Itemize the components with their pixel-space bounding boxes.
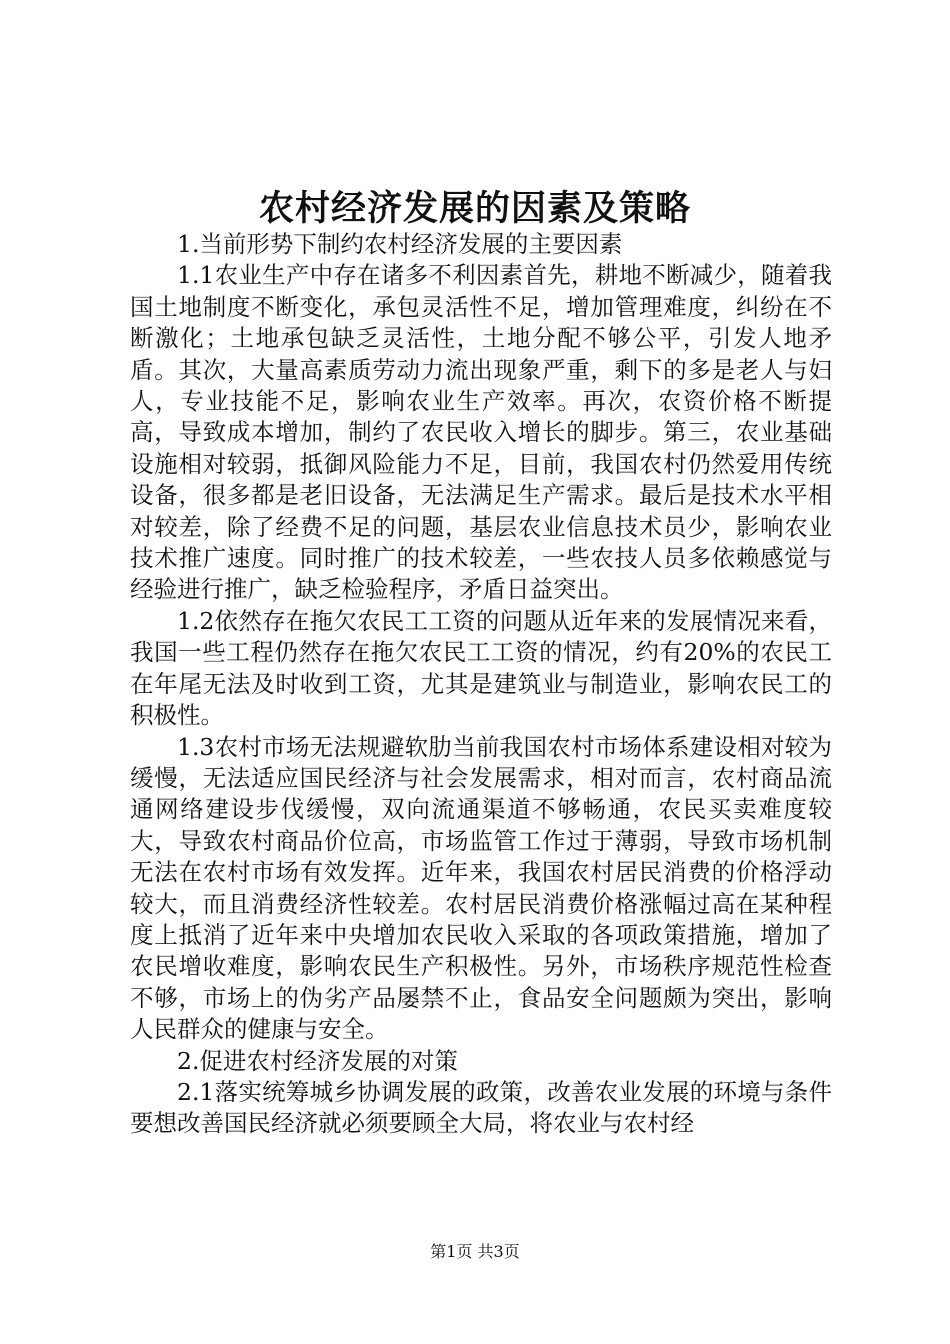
paragraph-1-2: 1.2依然存在拖欠农民工工资的问题从近年来的发展情况来看，我国一些工程仍然存在拖欠农民工工资的情况，约有20%的农民工在年尾无法及时收到工资，尤其是建筑业与制造业，影响农民工的积极性。	[130, 606, 832, 730]
paragraph-2-1: 2.1落实统筹城乡协调发展的政策，改善农业发展的环境与条件要想改善国民经济就必须要顾全大局，将农业与农村经	[130, 1077, 832, 1138]
section-heading-1: 1.当前形势下制约农村经济发展的主要因素	[177, 230, 623, 258]
paragraph-1-3: 1.3农村市场无法规避软肋当前我国农村市场体系建设相对较为缓慢，无法适应国民经济与社会发展需求，相对而言，农村商品流通网络建设步伐缓慢，双向流通渠道不够畅通，农民买卖难度较大，导致农村商品价位高，市场监管工作过于薄弱，导致市场机制无法在农村市场有效发挥。近年来，我国农村居民消费的价格浮动较大，而且消费经济性较差。农村居民消费价格涨幅过高在某种程度上抵消了近年来中央增加农民收入采取的各项政策措施，增加了农民增收难度，影响农民生产积极性。另外，市场秩序规范性检查不够，市场上的伪劣产品屡禁不止，食品安全问题颇为突出，影响人民群众的健康与安全。	[130, 732, 832, 1044]
paragraph-1-1: 1.1农业生产中存在诸多不利因素首先，耕地不断减少，随着我国土地制度不断变化，承包灵活性不足，增加管理难度，纠纷在不断激化；土地承包缺乏灵活性，土地分配不够公平，引发人地矛盾。其次，大量高素质劳动力流出现象严重，剩下的多是老人与妇人，专业技能不足，影响农业生产效率。再次，农资价格不断提高，导致成本增加，制约了农民收入增长的脚步。第三，农业基础设施相对较弱，抵御风险能力不足，目前，我国农村仍然爱用传统设备，很多都是老旧设备，无法满足生产需求。最后是技术水平相对较差，除了经费不足的问题，基层农业信息技术员少，影响农业技术推广速度。同时推广的技术较差，一些农技人员多依赖感觉与经验进行推广，缺乏检验程序，矛盾日益突出。	[130, 261, 832, 604]
document-title: 农村经济发展的因素及策略	[258, 188, 691, 229]
page-number-footer: 第1页 共3页	[430, 1242, 520, 1261]
section-heading-2: 2.促进农村经济发展的对策	[177, 1046, 458, 1075]
document-body	[130, 229, 832, 1140]
